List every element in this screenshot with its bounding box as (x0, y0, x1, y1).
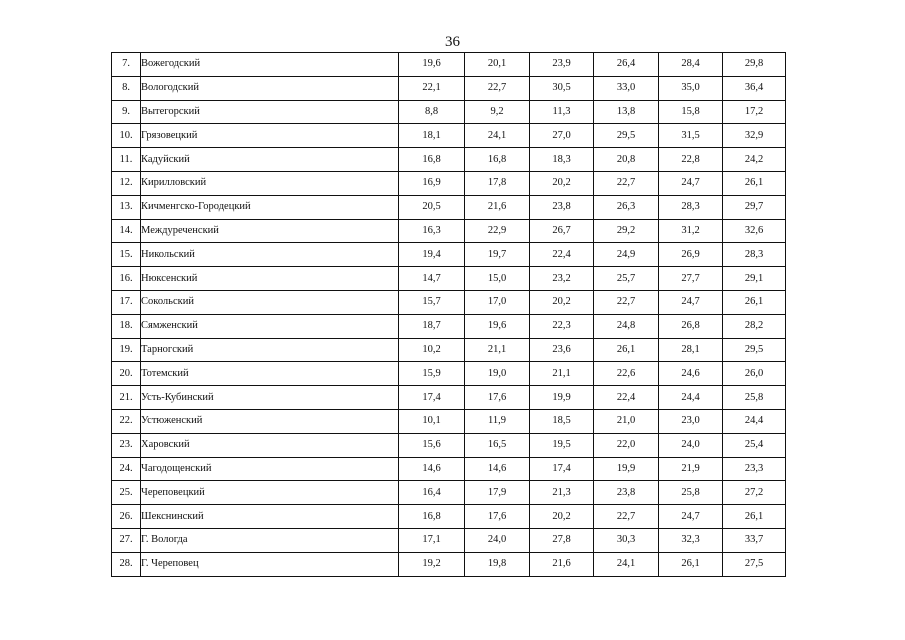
row-number: 11. (112, 148, 141, 172)
district-name: Череповецкий (141, 481, 399, 505)
value-cell: 16,9 (399, 171, 465, 195)
value-cell: 25,8 (659, 481, 723, 505)
value-cell: 23,3 (723, 457, 786, 481)
table-row (112, 409, 786, 433)
value-cell: 20,2 (530, 505, 594, 529)
value-cell: 27,7 (659, 267, 723, 291)
table-row (112, 505, 786, 529)
value-cell: 17,0 (465, 290, 530, 314)
value-cell: 16,4 (399, 481, 465, 505)
value-cell: 10,1 (399, 409, 465, 433)
value-cell: 14,6 (465, 457, 530, 481)
value-cell: 18,5 (530, 409, 594, 433)
value-cell: 31,2 (659, 219, 723, 243)
value-cell: 26,3 (594, 195, 659, 219)
row-number: 28. (112, 552, 141, 576)
district-name: Междуреченский (141, 219, 399, 243)
value-cell: 22,3 (530, 314, 594, 338)
value-cell: 15,6 (399, 433, 465, 457)
value-cell: 28,3 (723, 243, 786, 267)
district-name: Г. Вологда (141, 528, 399, 552)
value-cell: 22,7 (594, 290, 659, 314)
row-number: 13. (112, 195, 141, 219)
value-cell: 29,5 (723, 338, 786, 362)
value-cell: 30,3 (594, 528, 659, 552)
value-cell: 26,1 (594, 338, 659, 362)
value-cell: 17,8 (465, 171, 530, 195)
value-cell: 9,2 (465, 100, 530, 124)
district-name: Вытегорский (141, 100, 399, 124)
value-cell: 26,1 (659, 552, 723, 576)
value-cell: 31,5 (659, 124, 723, 148)
value-cell: 17,4 (399, 386, 465, 410)
value-cell: 22,9 (465, 219, 530, 243)
value-cell: 21,1 (465, 338, 530, 362)
value-cell: 17,4 (530, 457, 594, 481)
value-cell: 27,2 (723, 481, 786, 505)
value-cell: 24,6 (659, 362, 723, 386)
table-row (112, 267, 786, 291)
row-number: 18. (112, 314, 141, 338)
district-name: Усть-Кубинский (141, 386, 399, 410)
value-cell: 16,5 (465, 433, 530, 457)
value-cell: 18,1 (399, 124, 465, 148)
value-cell: 28,3 (659, 195, 723, 219)
value-cell: 19,9 (594, 457, 659, 481)
value-cell: 28,1 (659, 338, 723, 362)
value-cell: 19,2 (399, 552, 465, 576)
value-cell: 27,0 (530, 124, 594, 148)
value-cell: 18,3 (530, 148, 594, 172)
value-cell: 21,6 (465, 195, 530, 219)
table-row (112, 219, 786, 243)
value-cell: 21,0 (594, 409, 659, 433)
value-cell: 26,1 (723, 505, 786, 529)
table-row (112, 552, 786, 576)
row-number: 25. (112, 481, 141, 505)
value-cell: 21,3 (530, 481, 594, 505)
value-cell: 17,6 (465, 386, 530, 410)
value-cell: 28,4 (659, 53, 723, 77)
district-name: Чагодощенский (141, 457, 399, 481)
value-cell: 22,7 (594, 505, 659, 529)
table-row (112, 528, 786, 552)
value-cell: 29,2 (594, 219, 659, 243)
value-cell: 16,8 (399, 505, 465, 529)
value-cell: 29,7 (723, 195, 786, 219)
value-cell: 23,8 (530, 195, 594, 219)
value-cell: 24,2 (723, 148, 786, 172)
value-cell: 27,5 (723, 552, 786, 576)
table-body (112, 53, 786, 577)
value-cell: 17,9 (465, 481, 530, 505)
district-name: Г. Череповец (141, 552, 399, 576)
value-cell: 20,1 (465, 53, 530, 77)
row-number: 22. (112, 409, 141, 433)
value-cell: 32,9 (723, 124, 786, 148)
table-row (112, 76, 786, 100)
value-cell: 8,8 (399, 100, 465, 124)
value-cell: 29,8 (723, 53, 786, 77)
row-number: 26. (112, 505, 141, 529)
row-number: 24. (112, 457, 141, 481)
district-name: Харовский (141, 433, 399, 457)
value-cell: 26,8 (659, 314, 723, 338)
value-cell: 29,5 (594, 124, 659, 148)
table-row (112, 314, 786, 338)
value-cell: 36,4 (723, 76, 786, 100)
value-cell: 30,5 (530, 76, 594, 100)
value-cell: 26,4 (594, 53, 659, 77)
table-row (112, 433, 786, 457)
district-name: Тотемский (141, 362, 399, 386)
value-cell: 24,1 (594, 552, 659, 576)
value-cell: 10,2 (399, 338, 465, 362)
value-cell: 24,7 (659, 171, 723, 195)
value-cell: 32,3 (659, 528, 723, 552)
value-cell: 22,7 (465, 76, 530, 100)
value-cell: 22,7 (594, 171, 659, 195)
row-number: 17. (112, 290, 141, 314)
table-row (112, 290, 786, 314)
value-cell: 33,7 (723, 528, 786, 552)
value-cell: 16,8 (399, 148, 465, 172)
value-cell: 26,0 (723, 362, 786, 386)
table-row (112, 148, 786, 172)
value-cell: 26,9 (659, 243, 723, 267)
table-row (112, 100, 786, 124)
value-cell: 20,8 (594, 148, 659, 172)
value-cell: 32,6 (723, 219, 786, 243)
value-cell: 22,1 (399, 76, 465, 100)
value-cell: 21,1 (530, 362, 594, 386)
value-cell: 29,1 (723, 267, 786, 291)
value-cell: 35,0 (659, 76, 723, 100)
table-row (112, 124, 786, 148)
value-cell: 22,0 (594, 433, 659, 457)
value-cell: 28,2 (723, 314, 786, 338)
district-name: Устюженский (141, 409, 399, 433)
value-cell: 21,9 (659, 457, 723, 481)
value-cell: 18,7 (399, 314, 465, 338)
value-cell: 24,9 (594, 243, 659, 267)
district-name: Нюксенский (141, 267, 399, 291)
district-name: Никольский (141, 243, 399, 267)
value-cell: 24,4 (723, 409, 786, 433)
table-row (112, 171, 786, 195)
value-cell: 13,8 (594, 100, 659, 124)
value-cell: 15,0 (465, 267, 530, 291)
value-cell: 26,7 (530, 219, 594, 243)
table-row (112, 53, 786, 77)
value-cell: 14,6 (399, 457, 465, 481)
page-number: 36 (445, 34, 460, 50)
row-number: 19. (112, 338, 141, 362)
value-cell: 24,0 (465, 528, 530, 552)
table-row (112, 386, 786, 410)
table-row (112, 195, 786, 219)
district-name: Кирилловский (141, 171, 399, 195)
value-cell: 25,7 (594, 267, 659, 291)
value-cell: 23,2 (530, 267, 594, 291)
value-cell: 22,8 (659, 148, 723, 172)
row-number: 20. (112, 362, 141, 386)
row-number: 15. (112, 243, 141, 267)
table-row (112, 243, 786, 267)
value-cell: 15,7 (399, 290, 465, 314)
table-row (112, 362, 786, 386)
value-cell: 23,6 (530, 338, 594, 362)
district-name: Вожегодский (141, 53, 399, 77)
district-name: Кичменгско-Городецкий (141, 195, 399, 219)
row-number: 27. (112, 528, 141, 552)
value-cell: 25,4 (723, 433, 786, 457)
value-cell: 17,2 (723, 100, 786, 124)
value-cell: 22,4 (530, 243, 594, 267)
value-cell: 19,6 (465, 314, 530, 338)
value-cell: 33,0 (594, 76, 659, 100)
value-cell: 15,8 (659, 100, 723, 124)
value-cell: 15,9 (399, 362, 465, 386)
value-cell: 27,8 (530, 528, 594, 552)
row-number: 23. (112, 433, 141, 457)
value-cell: 20,5 (399, 195, 465, 219)
table-row (112, 457, 786, 481)
row-number: 7. (112, 53, 141, 77)
value-cell: 24,1 (465, 124, 530, 148)
value-cell: 19,0 (465, 362, 530, 386)
value-cell: 17,1 (399, 528, 465, 552)
value-cell: 23,8 (594, 481, 659, 505)
value-cell: 19,8 (465, 552, 530, 576)
row-number: 12. (112, 171, 141, 195)
value-cell: 26,1 (723, 290, 786, 314)
value-cell: 14,7 (399, 267, 465, 291)
value-cell: 23,9 (530, 53, 594, 77)
value-cell: 24,7 (659, 290, 723, 314)
district-name: Кадуйский (141, 148, 399, 172)
value-cell: 16,3 (399, 219, 465, 243)
table-row (112, 481, 786, 505)
value-cell: 24,8 (594, 314, 659, 338)
district-name: Сямженский (141, 314, 399, 338)
value-cell: 19,5 (530, 433, 594, 457)
value-cell: 19,9 (530, 386, 594, 410)
data-table (111, 52, 786, 577)
value-cell: 11,9 (465, 409, 530, 433)
value-cell: 17,6 (465, 505, 530, 529)
row-number: 9. (112, 100, 141, 124)
value-cell: 24,7 (659, 505, 723, 529)
value-cell: 16,8 (465, 148, 530, 172)
district-name: Шекснинский (141, 505, 399, 529)
district-name: Грязовецкий (141, 124, 399, 148)
row-number: 21. (112, 386, 141, 410)
value-cell: 20,2 (530, 290, 594, 314)
value-cell: 11,3 (530, 100, 594, 124)
value-cell: 25,8 (723, 386, 786, 410)
value-cell: 24,0 (659, 433, 723, 457)
value-cell: 21,6 (530, 552, 594, 576)
row-number: 10. (112, 124, 141, 148)
value-cell: 19,7 (465, 243, 530, 267)
row-number: 14. (112, 219, 141, 243)
value-cell: 20,2 (530, 171, 594, 195)
table-row (112, 338, 786, 362)
value-cell: 24,4 (659, 386, 723, 410)
value-cell: 19,4 (399, 243, 465, 267)
district-name: Сокольский (141, 290, 399, 314)
value-cell: 22,4 (594, 386, 659, 410)
row-number: 8. (112, 76, 141, 100)
value-cell: 26,1 (723, 171, 786, 195)
value-cell: 23,0 (659, 409, 723, 433)
district-name: Тарногский (141, 338, 399, 362)
value-cell: 19,6 (399, 53, 465, 77)
value-cell: 22,6 (594, 362, 659, 386)
district-name: Вологодский (141, 76, 399, 100)
row-number: 16. (112, 267, 141, 291)
